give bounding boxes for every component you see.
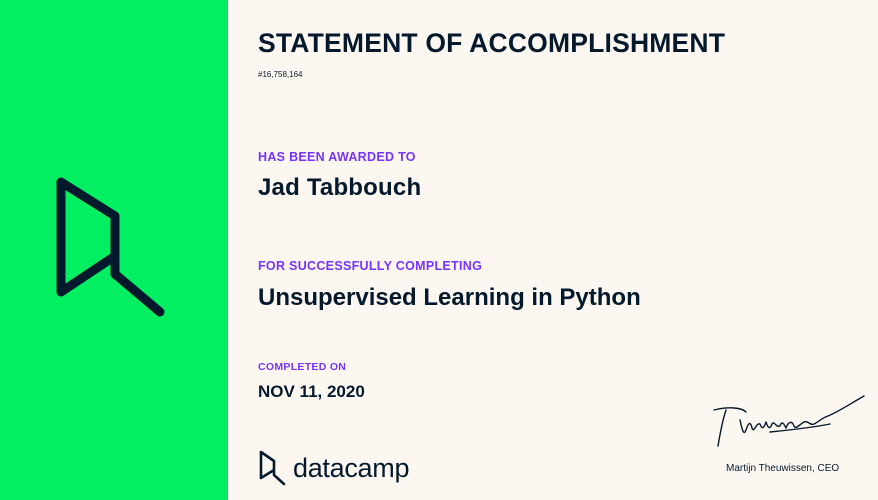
brand-name: datacamp — [293, 452, 410, 483]
recipient-name: Jad Tabbouch — [258, 174, 422, 201]
signatory-name: Martijn Theuwissen, CEO — [726, 463, 840, 474]
datacamp-brand — [258, 450, 409, 486]
completion-date: NOV 11, 2020 — [258, 382, 365, 401]
course-title: Unsupervised Learning in Python — [258, 284, 641, 311]
awarded-label: HAS BEEN AWARDED TO — [258, 150, 416, 164]
certificate-title: STATEMENT OF ACCOMPLISHMENT — [258, 28, 726, 58]
green-sidebar — [0, 0, 228, 500]
completed-on-label: COMPLETED ON — [258, 361, 347, 373]
datacamp-small-logo-icon — [258, 450, 286, 486]
datacamp-logo-icon — [48, 172, 172, 324]
ceo-signature — [710, 390, 870, 454]
completing-label: FOR SUCCESSFULLY COMPLETING — [258, 259, 483, 273]
certificate-id: #16,758,164 — [258, 70, 303, 79]
